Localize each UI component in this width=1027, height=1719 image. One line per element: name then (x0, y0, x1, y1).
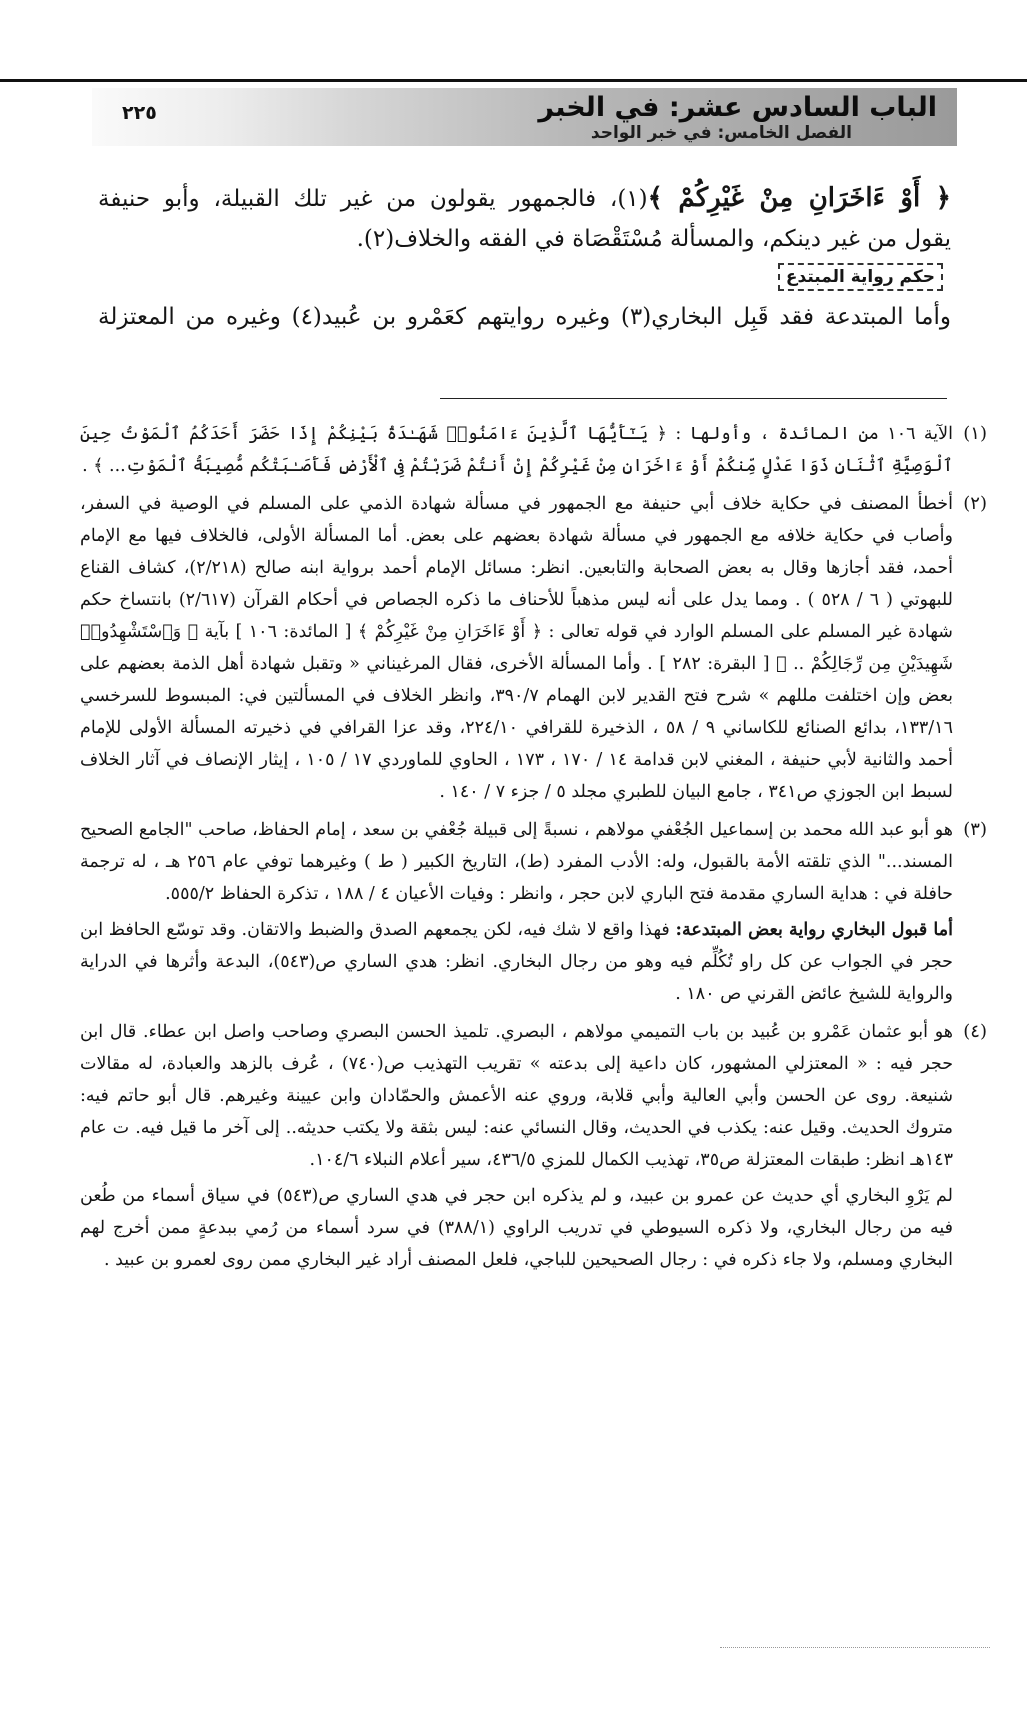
footnote-text: الآية ١٠٦ من المائدة ، وأولها : ﴿ يَـٰٓأَيُّهَا ٱلَّذِينَ ءَامَنُوا۟ شَهَـٰدَةُ بَيْنِكُمْ إِذَا حَضَرَ أَحَدَكُمُ ٱلْمَوْتُ حِينَ ٱلْوَصِيَّةِ ٱثْنَانِ ذَوَا عَدْلٍ مِّنكُمْ أَوْ ءَاخَرَانِ مِنْ غَيْرِكُمْ إِنْ أَنتُمْ ضَرَبْتُمْ فِى ٱلْأَرْضِ فَأَصَـٰبَتْكُم مُّصِيبَةُ ٱلْمَوْتِ... ﴾ . (80, 424, 953, 476)
footnote-4 (80, 1016, 987, 1276)
footnote-number: (٢) (963, 493, 987, 514)
top-rule (0, 79, 1027, 82)
footnote-paragraph: لم يَرْوِ البخاري أي حديث عن عمرو بن عبيد، و لم يذكره ابن حجر في هدي الساري ص(٥٤٣) في سياق أسماء من طُعن فيه من رجال البخاري، ولا ذكره السيوطي في تدريب الراوي (٣٨٨/١) في سرد أسماء من رُمي ببدعةٍ ممن أخرج لهم البخاري ومسلم، ولا جاء ذكره في : رجال الصحيحين للباجي، فلعل المصنف أراد غير البخاري ممن روى لعمرو بن عبيد . (80, 1186, 953, 1270)
main-line-2: يقول من غير دينكم، والمسألة مُسْتَقْصَاة في الفقه والخلاف(٢). (356, 226, 951, 252)
footnote-paragraph-lead: أما قبول البخاري رواية بعض المبتدعة: (675, 920, 953, 940)
footnote-number: (١) (963, 423, 987, 444)
footnote-divider (440, 398, 947, 399)
footnote-paragraph-text: فهذا واقع لا شك فيه، لكن يجمعهم الصدق والضبط والاتقان. وقد توسّع الحافظ ابن حجر في الجواب عن كل راو تُكُلِّم فيه وهو من رجال البخاري. انظر: هدي الساري ص(٥٤٣)، البدعة وأثرها في الدراية والرواية للشيخ عائض القرني ص ١٨٠ . (80, 920, 953, 1004)
main-line-3: وأما المبتدعة فقد قَبِل البخاري(٣) وغيره روايتهم كعَمْرو بن عُبيد(٤) وغيره من المعتزلة (98, 304, 952, 330)
footnote-text: هو أبو عثمان عَمْرو بن عُبيد بن باب التميمي مولاهم ، البصري. تلميذ الحسن البصري وصاحب واصل ابن عطاء. قال ابن حجر فيه : « المعتزلي المشهور، كان داعية إلى بدعته » تقريب التهذيب ص(٧٤٠) ، عُرف بالزهد والعبادة، له مقالات شنيعة. روى عن الحسن وأبي العالية وأبي قلابة، وروي عنه الأعمش والحمّادان وابن عيينة وغيرهم. قال أبو حاتم فيه: متروك الحديث. وقيل عنه: يكذب في الحديث، وقال النسائي عنه: ليس بثقة ولا يكتب حديثه.. إلى آخر ما قيل فيه. ت عام ١٤٣هـ انظر: طبقات المعتزلة ص٣٥، تهذيب الكمال للمزي ٤٣٦/٥، سير أعلام النبلاء ١٠٤/٦. (80, 1022, 954, 1170)
footnote-text: هو أبو عبد الله محمد بن إسماعيل الجُعْفي مولاهم ، نسبةً إلى قبيلة جُعْفي بن سعد ، إمام الحفاظ، صاحب "الجامع الصحيح المسند..." الذي تلقته الأمة بالقبول، وله: الأدب المفرد (ط)، التاريخ الكبير ( ط ) وغيرهما توفي عام ٢٥٦ هـ ، له ترجمة حافلة في : هداية الساري مقدمة فتح الباري لابن حجر ، وانظر : وفيات الأعيان ٤ / ١٨٨ ، تذكرة الحفاظ ٥٥٥/٢. (80, 820, 953, 904)
main-line-1 (98, 178, 951, 219)
section-title: الفصل الخامس: في خبر الواحد (590, 123, 852, 143)
footnote-number: (٤) (963, 1021, 987, 1042)
main-text (98, 178, 951, 337)
footnote-paragraph (80, 914, 953, 1010)
footnote-3 (80, 814, 987, 1010)
footnote-1 (80, 418, 987, 482)
main-line-1-rest: (١)، فالجمهور يقولون من غير تلك القبيلة، وأبو حنيفة (98, 186, 648, 212)
page-number: ٢٢٥ (122, 102, 157, 124)
chapter-title: الباب السادس عشر: في الخبر (538, 92, 937, 123)
footnote-text: أخطأ المصنف في حكاية خلاف أبي حنيفة مع الجمهور في مسألة شهادة الذمي على المسلم في الوصية في السفر، وأصاب في حكاية خلافه مع الجمهور في مسألة شهادة بعضهم على بعض. أما المسألة الأولى، فالخلاف فيها مع الإمام أحمد، فقد أجازها وقال به بعض الصحابة والتابعين. انظر: مسائل الإمام أحمد برواية ابنه صالح (٢/٢١٨)، كشاف القناع للبهوتي ( ٦ / ٥٢٨ ) . ومما يدل على أنه ليس مذهباً للأحناف ما ذكره الجصاص في أحكام القرآن (٢/٦١٧) بانتساخ حكم شهادة غير المسلم على المسلم الوارد في قوله تعالى : ﴿ أَوْ ءَاخَرَانِ مِنْ غَيْرِكُمْ ﴾ [ المائدة: ١٠٦ ] بآية ﴿ وَٱسْتَشْهِدُوا۟ شَهِيدَيْنِ مِن رِّجَالِكُمْ .. ﴾ [ البقرة: ٢٨٢ ] . وأما المسألة الأخرى، فقال المرغيناني « وتقبل شهادة أهل الذمة بعضهم على بعض وإن اختلفت مللهم » شرح فتح القدير لابن الهمام ٣٩٠/٧، وانظر الخلاف في المسألتين في: المبسوط للسرخسي ١٣٣/١٦، بدائع الصنائع للكاساني ٩ / ٥٨ ، الذخيرة للقرافي ٢٢٤/١٠، وقد عزا القرافي في ذخيرته المسألة الأولى للإمام أحمد والثانية لأبي حنيفة ، المغني لابن قدامة ١٤ / ١٧٠ ، ١٧٣ ، الحاوي للماوردي ١٧ / ١٠٥ ، إيثار الإنصاف في آثار الخلاف لسبط ابن الجوزي ص٣٤١ ، جامع البيان للطبري مجلد ٥ / جزء ٧ / ١٤٠ . (80, 494, 954, 802)
quran-quote: ﴿ أَوْ ءَاخَرَانِ مِنْ غَيْرِكُمْ ﴾ (647, 183, 951, 213)
footnote-number: (٣) (963, 819, 987, 840)
running-header (92, 88, 957, 146)
footnotes (80, 418, 987, 1282)
sub-heading: حكم رواية المبتدع (778, 263, 943, 291)
footnote-2 (80, 488, 987, 808)
scan-artifact (720, 1647, 990, 1649)
